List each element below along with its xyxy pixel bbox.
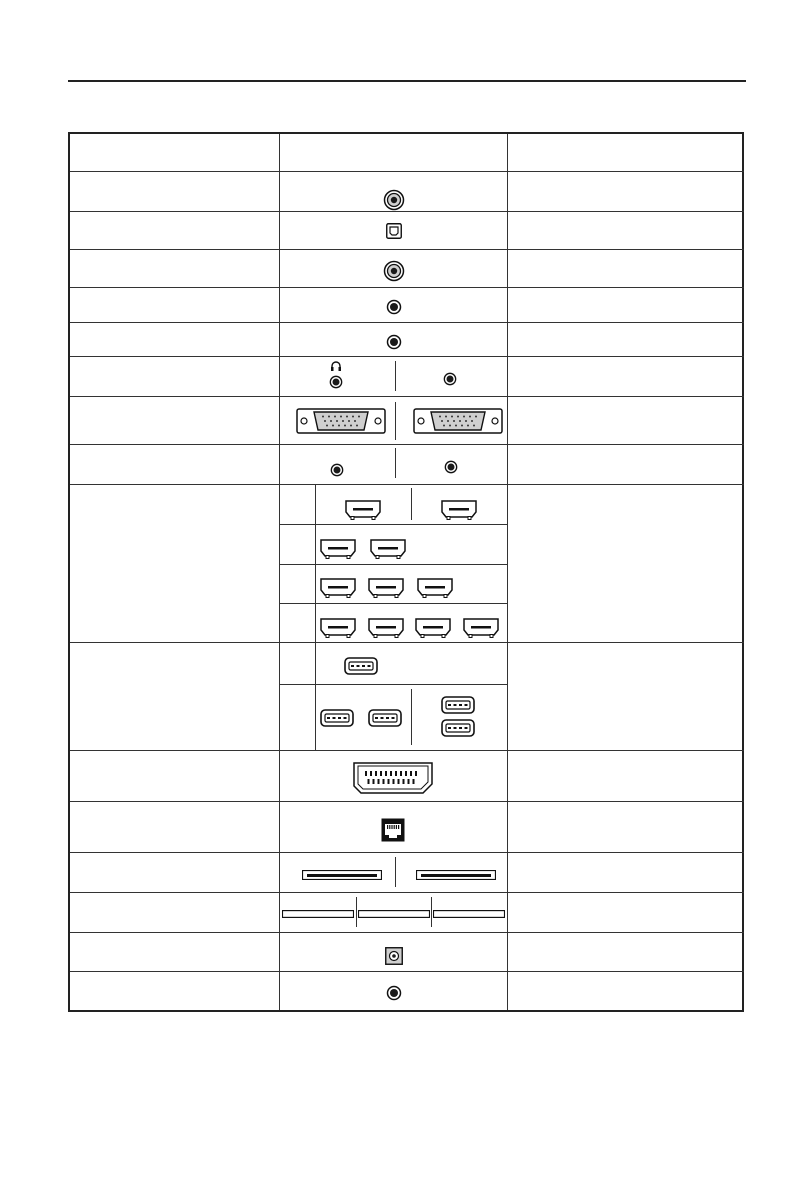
hdmi-sub-separator	[280, 524, 507, 525]
header-col3	[508, 134, 744, 172]
option-divider	[356, 897, 357, 927]
card-slot-icon	[282, 910, 354, 918]
usb-port-icon	[368, 709, 402, 727]
hdmi-port-icon	[368, 578, 404, 598]
row-separator	[70, 171, 744, 172]
usb-port-icon	[441, 696, 475, 714]
mini-jack-icon	[330, 463, 344, 477]
row-separator	[70, 642, 744, 643]
hdmi-port-icon	[320, 618, 356, 638]
row-separator	[70, 322, 744, 323]
mini-jack-icon	[386, 985, 402, 1001]
option-divider	[395, 857, 396, 887]
row-separator	[70, 852, 744, 853]
row-separator	[70, 750, 744, 751]
mini-jack-icon	[386, 334, 402, 350]
row-separator	[70, 801, 744, 802]
rj45-ethernet-icon	[381, 818, 405, 842]
mini-jack-icon	[443, 372, 457, 386]
hdmi-port-icon	[345, 500, 381, 520]
headphone-icon	[330, 360, 342, 372]
column-divider-1	[279, 134, 280, 1010]
hdmi-port-icon	[415, 618, 451, 638]
hdmi-port-icon	[370, 539, 406, 559]
card-slot-icon	[433, 910, 505, 918]
row-separator	[70, 356, 744, 357]
dc-power-jack-icon	[385, 947, 403, 965]
row-separator	[70, 249, 744, 250]
row-separator	[70, 971, 744, 972]
header-rule	[68, 80, 746, 82]
row-separator	[70, 892, 744, 893]
hdmi-sub-separator	[280, 564, 507, 565]
hdmi-sub-divider	[315, 484, 316, 642]
usb-port-icon	[441, 719, 475, 737]
option-divider	[395, 402, 396, 440]
hdmi-port-icon	[417, 578, 453, 598]
hdmi-port-icon	[320, 578, 356, 598]
usb-sub-separator	[280, 684, 507, 685]
usb-sub-divider	[315, 642, 316, 750]
option-divider	[395, 448, 396, 478]
vga-dsub-icon	[413, 408, 503, 434]
row-separator	[70, 211, 744, 212]
row-separator	[70, 396, 744, 397]
hdmi-port-icon	[463, 618, 499, 638]
card-slot-icon	[358, 910, 430, 918]
row-separator	[70, 444, 744, 445]
usb-port-icon	[344, 657, 378, 675]
hdmi-port-icon	[368, 618, 404, 638]
coaxial-rca-jack-icon	[383, 260, 405, 282]
ci-card-slot-icon	[416, 870, 496, 880]
header-col1	[70, 134, 279, 172]
optical-toslink-icon	[386, 223, 402, 239]
usb-port-icon	[320, 709, 354, 727]
hdmi-port-icon	[441, 500, 477, 520]
vga-dsub-icon	[296, 408, 386, 434]
mini-jack-icon	[386, 299, 402, 315]
option-divider	[431, 897, 432, 927]
row-separator	[70, 932, 744, 933]
row-separator	[70, 287, 744, 288]
option-divider	[411, 488, 412, 520]
option-divider	[411, 689, 412, 745]
scart-connector-icon	[353, 762, 433, 794]
hdmi-sub-separator	[280, 603, 507, 604]
mini-jack-icon	[444, 460, 458, 474]
coaxial-rca-jack-icon	[383, 189, 405, 211]
header-col2	[280, 134, 507, 172]
column-divider-2	[507, 134, 508, 1010]
ci-card-slot-icon	[302, 870, 382, 880]
headphone-jack-icon	[329, 375, 343, 389]
option-divider	[395, 361, 396, 391]
row-separator	[70, 484, 744, 485]
hdmi-port-icon	[320, 539, 356, 559]
connections-table	[68, 132, 744, 1012]
